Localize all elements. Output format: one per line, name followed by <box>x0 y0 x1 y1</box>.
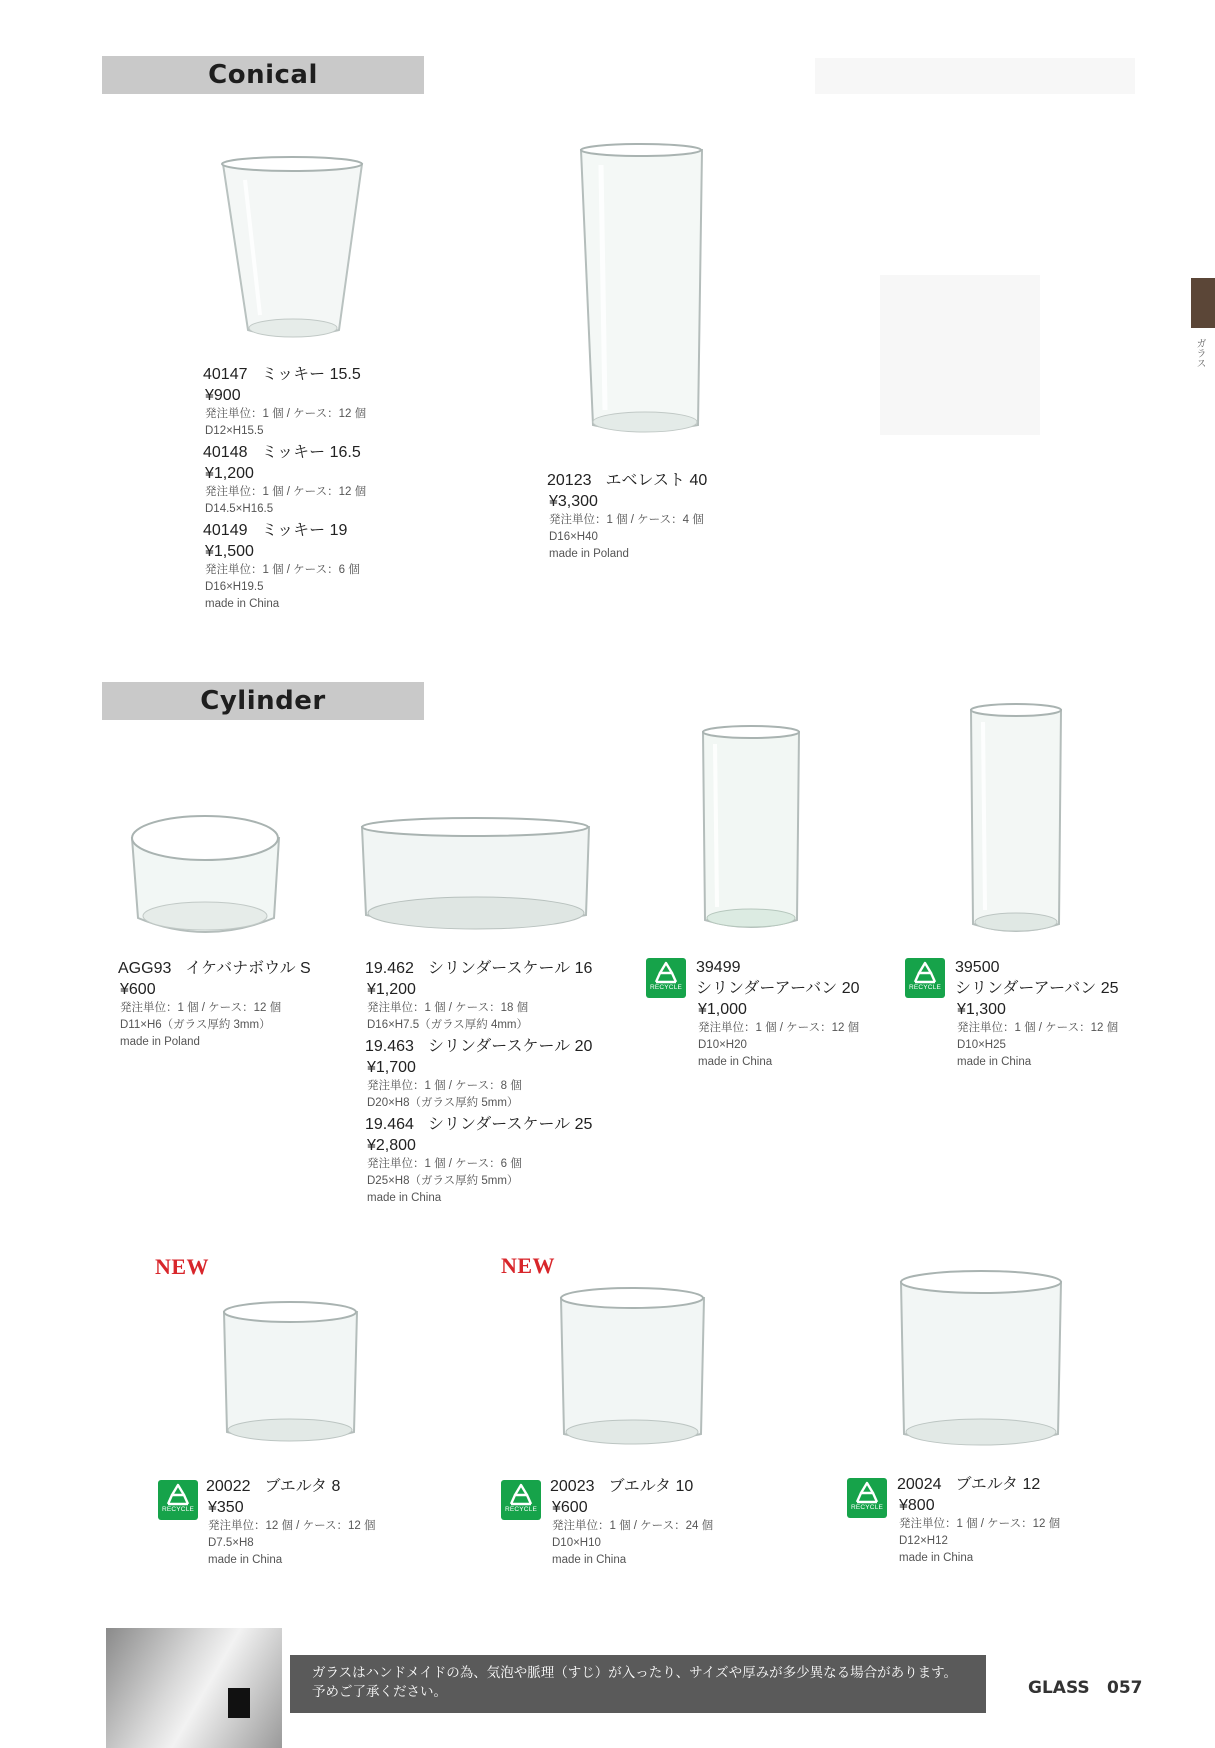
ikebana-bowl-image <box>128 808 283 943</box>
recycle-icon <box>653 961 679 985</box>
product-name <box>203 442 366 463</box>
product-code: 20022 <box>206 1478 251 1495</box>
product-price: ¥1,300 <box>957 1001 1006 1018</box>
buerta-8-image <box>218 1298 363 1448</box>
recycle-label: RECYCLE <box>850 1504 884 1511</box>
product-title: シリンダーアーバン 20 <box>696 980 860 997</box>
product-code: 40148 <box>203 444 248 461</box>
buerta-12-image <box>895 1268 1067 1453</box>
product-size: D10×H20 <box>698 1039 747 1051</box>
recycle-icon <box>912 961 938 985</box>
footer-photo <box>106 1628 282 1748</box>
product-origin: made in Poland <box>120 1036 200 1048</box>
handmade-notice <box>290 1655 986 1713</box>
product-size: D25×H8（ガラス厚約 5mm） <box>367 1175 519 1187</box>
product-name <box>547 470 707 491</box>
product-title: ブエルタ 10 <box>608 1478 694 1495</box>
product-name <box>206 1476 375 1497</box>
buerta-10-image <box>555 1284 710 1452</box>
page-number: 057 <box>1107 1678 1143 1698</box>
product-code: 39500 <box>955 959 1000 976</box>
product-price: ¥2,800 <box>367 1137 416 1154</box>
product-code: 20023 <box>550 1478 595 1495</box>
product-code: AGG93 <box>118 960 172 977</box>
product-size: D14.5×H16.5 <box>205 503 274 515</box>
new-badge: NEW <box>155 1254 210 1279</box>
product-size: D16×H7.5（ガラス厚約 4mm） <box>367 1019 529 1031</box>
product-title: シリンダースケール 16 <box>427 960 593 977</box>
product-price: ¥800 <box>899 1497 935 1514</box>
product-size: D20×H8（ガラス厚約 5mm） <box>367 1097 519 1109</box>
product-code: 39499 <box>696 959 741 976</box>
product-buerta-8 <box>206 1476 375 1569</box>
recycle-badge <box>646 958 686 998</box>
product-title: ブエルタ 12 <box>955 1476 1041 1493</box>
product-name <box>365 958 592 979</box>
product-name <box>365 1114 592 1135</box>
product-size: D7.5×H8 <box>208 1537 254 1549</box>
everest-vase-image <box>575 140 710 440</box>
category-tab-label: ガラス <box>1194 338 1205 368</box>
section-title-cylinder: Cylinder <box>102 682 424 720</box>
product-title: ミッキー 15.5 <box>261 366 361 383</box>
product-title: イケバナボウル S <box>185 960 311 977</box>
cylinder-scale-image <box>358 815 593 940</box>
category-tab[interactable] <box>1191 278 1215 328</box>
product-order-unit: 発注単位：1 個 / ケース：12 個 <box>698 1022 860 1034</box>
cylinder-urban-25-image <box>965 700 1067 938</box>
product-everest <box>547 470 707 563</box>
product-origin: made in China <box>208 1554 283 1566</box>
product-buerta-10 <box>550 1476 713 1569</box>
background-ghost-panel <box>880 275 1040 435</box>
product-size: D11×H6（ガラス厚約 3mm） <box>120 1019 271 1031</box>
product-origin: made in China <box>367 1192 442 1204</box>
new-badge: NEW <box>501 1253 556 1278</box>
product-code: 20024 <box>897 1476 942 1493</box>
product-order-unit: 発注単位：1 個 / ケース：18 個 <box>367 1002 529 1014</box>
notice-line-2: 予めご了承ください。 <box>312 1684 447 1699</box>
product-price: ¥3,300 <box>549 493 598 510</box>
product-origin: made in China <box>899 1552 974 1564</box>
recycle-badge <box>847 1478 887 1518</box>
product-order-unit: 発注単位：1 個 / ケース：24 個 <box>552 1520 714 1532</box>
product-buerta-12 <box>897 1474 1060 1567</box>
product-order-unit: 発注単位：1 個 / ケース：6 個 <box>205 564 360 576</box>
product-size: D16×H40 <box>549 531 598 543</box>
product-size: D16×H19.5 <box>205 581 264 593</box>
recycle-label: RECYCLE <box>649 984 683 991</box>
product-price: ¥1,200 <box>367 981 416 998</box>
product-code: 19.464 <box>365 1116 414 1133</box>
product-origin: made in China <box>698 1056 773 1068</box>
notice-line-1: ガラスはハンドメイドの為、気泡や脈理（すじ）が入ったり、サイズや厚みが多少異なる場合があります。 <box>312 1665 958 1680</box>
product-price: ¥600 <box>120 981 156 998</box>
product-name <box>203 364 366 385</box>
product-price: ¥900 <box>205 387 241 404</box>
product-size: D12×H15.5 <box>205 425 264 437</box>
product-title: シリンダースケール 20 <box>427 1038 593 1055</box>
product-ikebana <box>118 958 311 1051</box>
recycle-icon <box>854 1481 880 1505</box>
product-name <box>365 1036 592 1057</box>
product-order-unit: 発注単位：1 個 / ケース：12 個 <box>205 408 367 420</box>
product-price: ¥1,200 <box>205 465 254 482</box>
product-order-unit: 発注単位：1 個 / ケース：12 個 <box>957 1022 1119 1034</box>
cylinder-urban-20-image <box>697 722 805 934</box>
product-price: ¥1,700 <box>367 1059 416 1076</box>
product-order-unit: 発注単位：1 個 / ケース：12 個 <box>120 1002 282 1014</box>
product-code: 40149 <box>203 522 248 539</box>
product-order-unit: 発注単位：1 個 / ケース：6 個 <box>367 1158 522 1170</box>
recycle-label: RECYCLE <box>161 1506 195 1513</box>
product-title: エベレスト 40 <box>605 472 708 489</box>
product-price: ¥1,000 <box>698 1001 747 1018</box>
footer-photo-mark <box>228 1688 250 1718</box>
product-order-unit: 発注単位：1 個 / ケース：8 個 <box>367 1080 522 1092</box>
product-code: 40147 <box>203 366 248 383</box>
product-price: ¥350 <box>208 1499 244 1516</box>
product-size: D10×H10 <box>552 1537 601 1549</box>
product-order-unit: 発注単位：1 個 / ケース：12 個 <box>899 1518 1061 1530</box>
recycle-icon <box>165 1483 191 1507</box>
section-title-conical: Conical <box>102 56 424 94</box>
recycle-badge <box>905 958 945 998</box>
product-title: ミッキー 16.5 <box>261 444 361 461</box>
product-name <box>118 958 311 979</box>
product-code: 19.463 <box>365 1038 414 1055</box>
category-footer-label: GLASS <box>1028 1678 1090 1698</box>
product-price: ¥600 <box>552 1499 588 1516</box>
product-origin: made in China <box>205 598 280 610</box>
product-title: シリンダースケール 25 <box>427 1116 593 1133</box>
product-title: ブエルタ 8 <box>264 1478 341 1495</box>
product-order-unit: 発注単位：1 個 / ケース：12 個 <box>205 486 367 498</box>
product-order-unit: 発注単位：1 個 / ケース：4 個 <box>549 514 704 526</box>
product-origin: made in China <box>957 1056 1032 1068</box>
mickey-glass-image <box>215 150 370 345</box>
product-title: シリンダーアーバン 25 <box>955 980 1119 997</box>
product-size: D10×H25 <box>957 1039 1006 1051</box>
recycle-label: RECYCLE <box>908 984 942 991</box>
background-ghost-panel <box>815 58 1135 94</box>
product-code: 19.462 <box>365 960 414 977</box>
product-title: ミッキー 19 <box>261 522 348 539</box>
product-code: 20123 <box>547 472 592 489</box>
product-origin: made in Poland <box>549 548 629 560</box>
recycle-label: RECYCLE <box>504 1506 538 1513</box>
product-urban-25 <box>955 957 1119 1071</box>
product-cylinder-scale <box>365 958 592 1207</box>
recycle-badge <box>158 1480 198 1520</box>
product-urban-20 <box>696 957 860 1071</box>
product-order-unit: 発注単位：12 個 / ケース：12 個 <box>208 1520 376 1532</box>
recycle-icon <box>508 1483 534 1507</box>
product-name <box>203 520 366 541</box>
product-name <box>897 1474 1060 1495</box>
product-name <box>550 1476 713 1497</box>
product-size: D12×H12 <box>899 1535 948 1547</box>
product-origin: made in China <box>552 1554 627 1566</box>
recycle-badge <box>501 1480 541 1520</box>
product-mickey <box>203 364 366 613</box>
product-price: ¥1,500 <box>205 543 254 560</box>
